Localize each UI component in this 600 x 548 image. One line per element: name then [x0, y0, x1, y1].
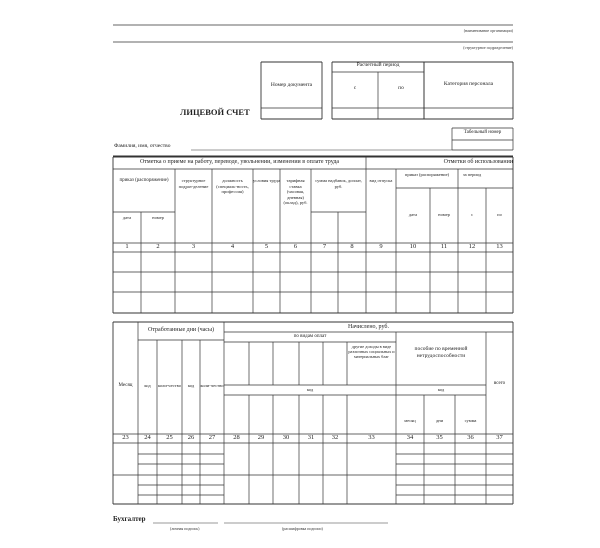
column-number: 32 — [331, 434, 339, 441]
month-header: Месяц — [118, 383, 133, 388]
number-header: номер — [152, 215, 164, 220]
order2-header: приказ (распоряжение) — [404, 172, 450, 177]
column-number: 4 — [230, 243, 235, 250]
qty2-header: коли-чество — [200, 383, 224, 388]
org-caption: (наименование организации) — [463, 28, 513, 33]
column-number: 37 — [496, 434, 503, 441]
other-income-header: другие доходы в виде различных социальных и материальных благ — [348, 344, 395, 359]
decoding-caption: (расшифровка подписи) — [282, 526, 323, 531]
signature-caption: (личная подпись) — [170, 526, 200, 531]
months-header: месяц — [404, 418, 416, 423]
column-number: 8 — [350, 243, 354, 250]
column-number: 35 — [436, 434, 443, 441]
column-number: 30 — [282, 434, 290, 441]
code-row-header: код — [306, 387, 314, 392]
date-header: дата — [122, 215, 132, 220]
bonus-header: сумма надбавок, доплат, руб. — [315, 178, 362, 189]
code2-header: код — [187, 383, 195, 388]
column-number: 11 — [440, 243, 448, 250]
doc-number-label: Номер документа — [270, 82, 313, 88]
column-number: 27 — [208, 434, 216, 441]
column-number: 36 — [467, 434, 474, 441]
column-number: 3 — [191, 243, 196, 250]
from-header: с — [471, 212, 473, 217]
sum-header: сумма — [464, 418, 477, 423]
hiring-marks-header: Отметка о приеме на работу, переводе, увольнении, изменении в оплате труда — [139, 159, 340, 165]
column-number: 29 — [257, 434, 265, 441]
to-header: по — [497, 212, 502, 217]
number2-header: номер — [438, 212, 450, 217]
accrued-header: Начислено, руб. — [348, 324, 389, 330]
column-number: 1 — [125, 243, 129, 250]
column-number: 13 — [496, 243, 503, 250]
conditions-header: условия труда — [253, 178, 280, 183]
division-header: структурное подраз-деление — [178, 178, 209, 189]
column-number: 26 — [187, 434, 195, 441]
column-number: 23 — [122, 434, 129, 441]
division-caption: (структурное подразделение) — [463, 45, 513, 50]
total-header: всего — [493, 381, 506, 386]
period-label: Расчетный период — [356, 62, 400, 68]
date2-header: дата — [408, 212, 418, 217]
column-number: 25 — [166, 434, 173, 441]
worked-days-header: Отработанные дни (часы) — [148, 327, 214, 333]
column-number: 28 — [233, 434, 240, 441]
vacation-type-header: вид отпуска — [369, 178, 393, 183]
period-to-label: по — [398, 85, 404, 91]
sick-pay-header: пособие по временной нетрудоспособности — [414, 346, 468, 359]
by-type-header: по видам оплат — [293, 334, 327, 339]
days-header: дни — [435, 418, 444, 423]
column-number: 12 — [468, 243, 476, 250]
column-number: 10 — [409, 243, 417, 250]
accountant-label: Бухгалтер — [113, 515, 146, 523]
period-from-label: с — [353, 85, 357, 91]
rate-header: тарифная ставка (часовая, дневная) (оклад), руб. — [283, 178, 308, 205]
category-label: Категория персонала — [443, 81, 494, 87]
column-number: 24 — [144, 434, 151, 441]
page-title: ЛИЦЕВОЙ СЧЕТ — [180, 107, 250, 117]
column-number: 6 — [293, 243, 298, 250]
position-header: должность (специаль-ность, профессия) — [216, 178, 249, 194]
column-number: 7 — [322, 243, 327, 250]
for-period-header: за период — [462, 172, 482, 177]
order-header: приказ (распоряжение) — [119, 178, 169, 183]
sick-code-header: код — [437, 387, 445, 392]
qty1-header: коли-чество — [158, 383, 181, 388]
fio-label: Фамилия, имя, отчество — [114, 143, 171, 149]
usage-marks-header: Отметки об использовании — [443, 159, 513, 165]
column-number: 34 — [406, 434, 414, 441]
column-number: 33 — [368, 434, 375, 441]
column-number: 31 — [307, 434, 315, 441]
code1-header: код — [144, 383, 151, 388]
column-number: 5 — [264, 243, 269, 250]
column-number: 2 — [156, 243, 160, 250]
tab-number-label: Табельный номер — [463, 130, 502, 135]
column-number: 9 — [379, 243, 383, 250]
